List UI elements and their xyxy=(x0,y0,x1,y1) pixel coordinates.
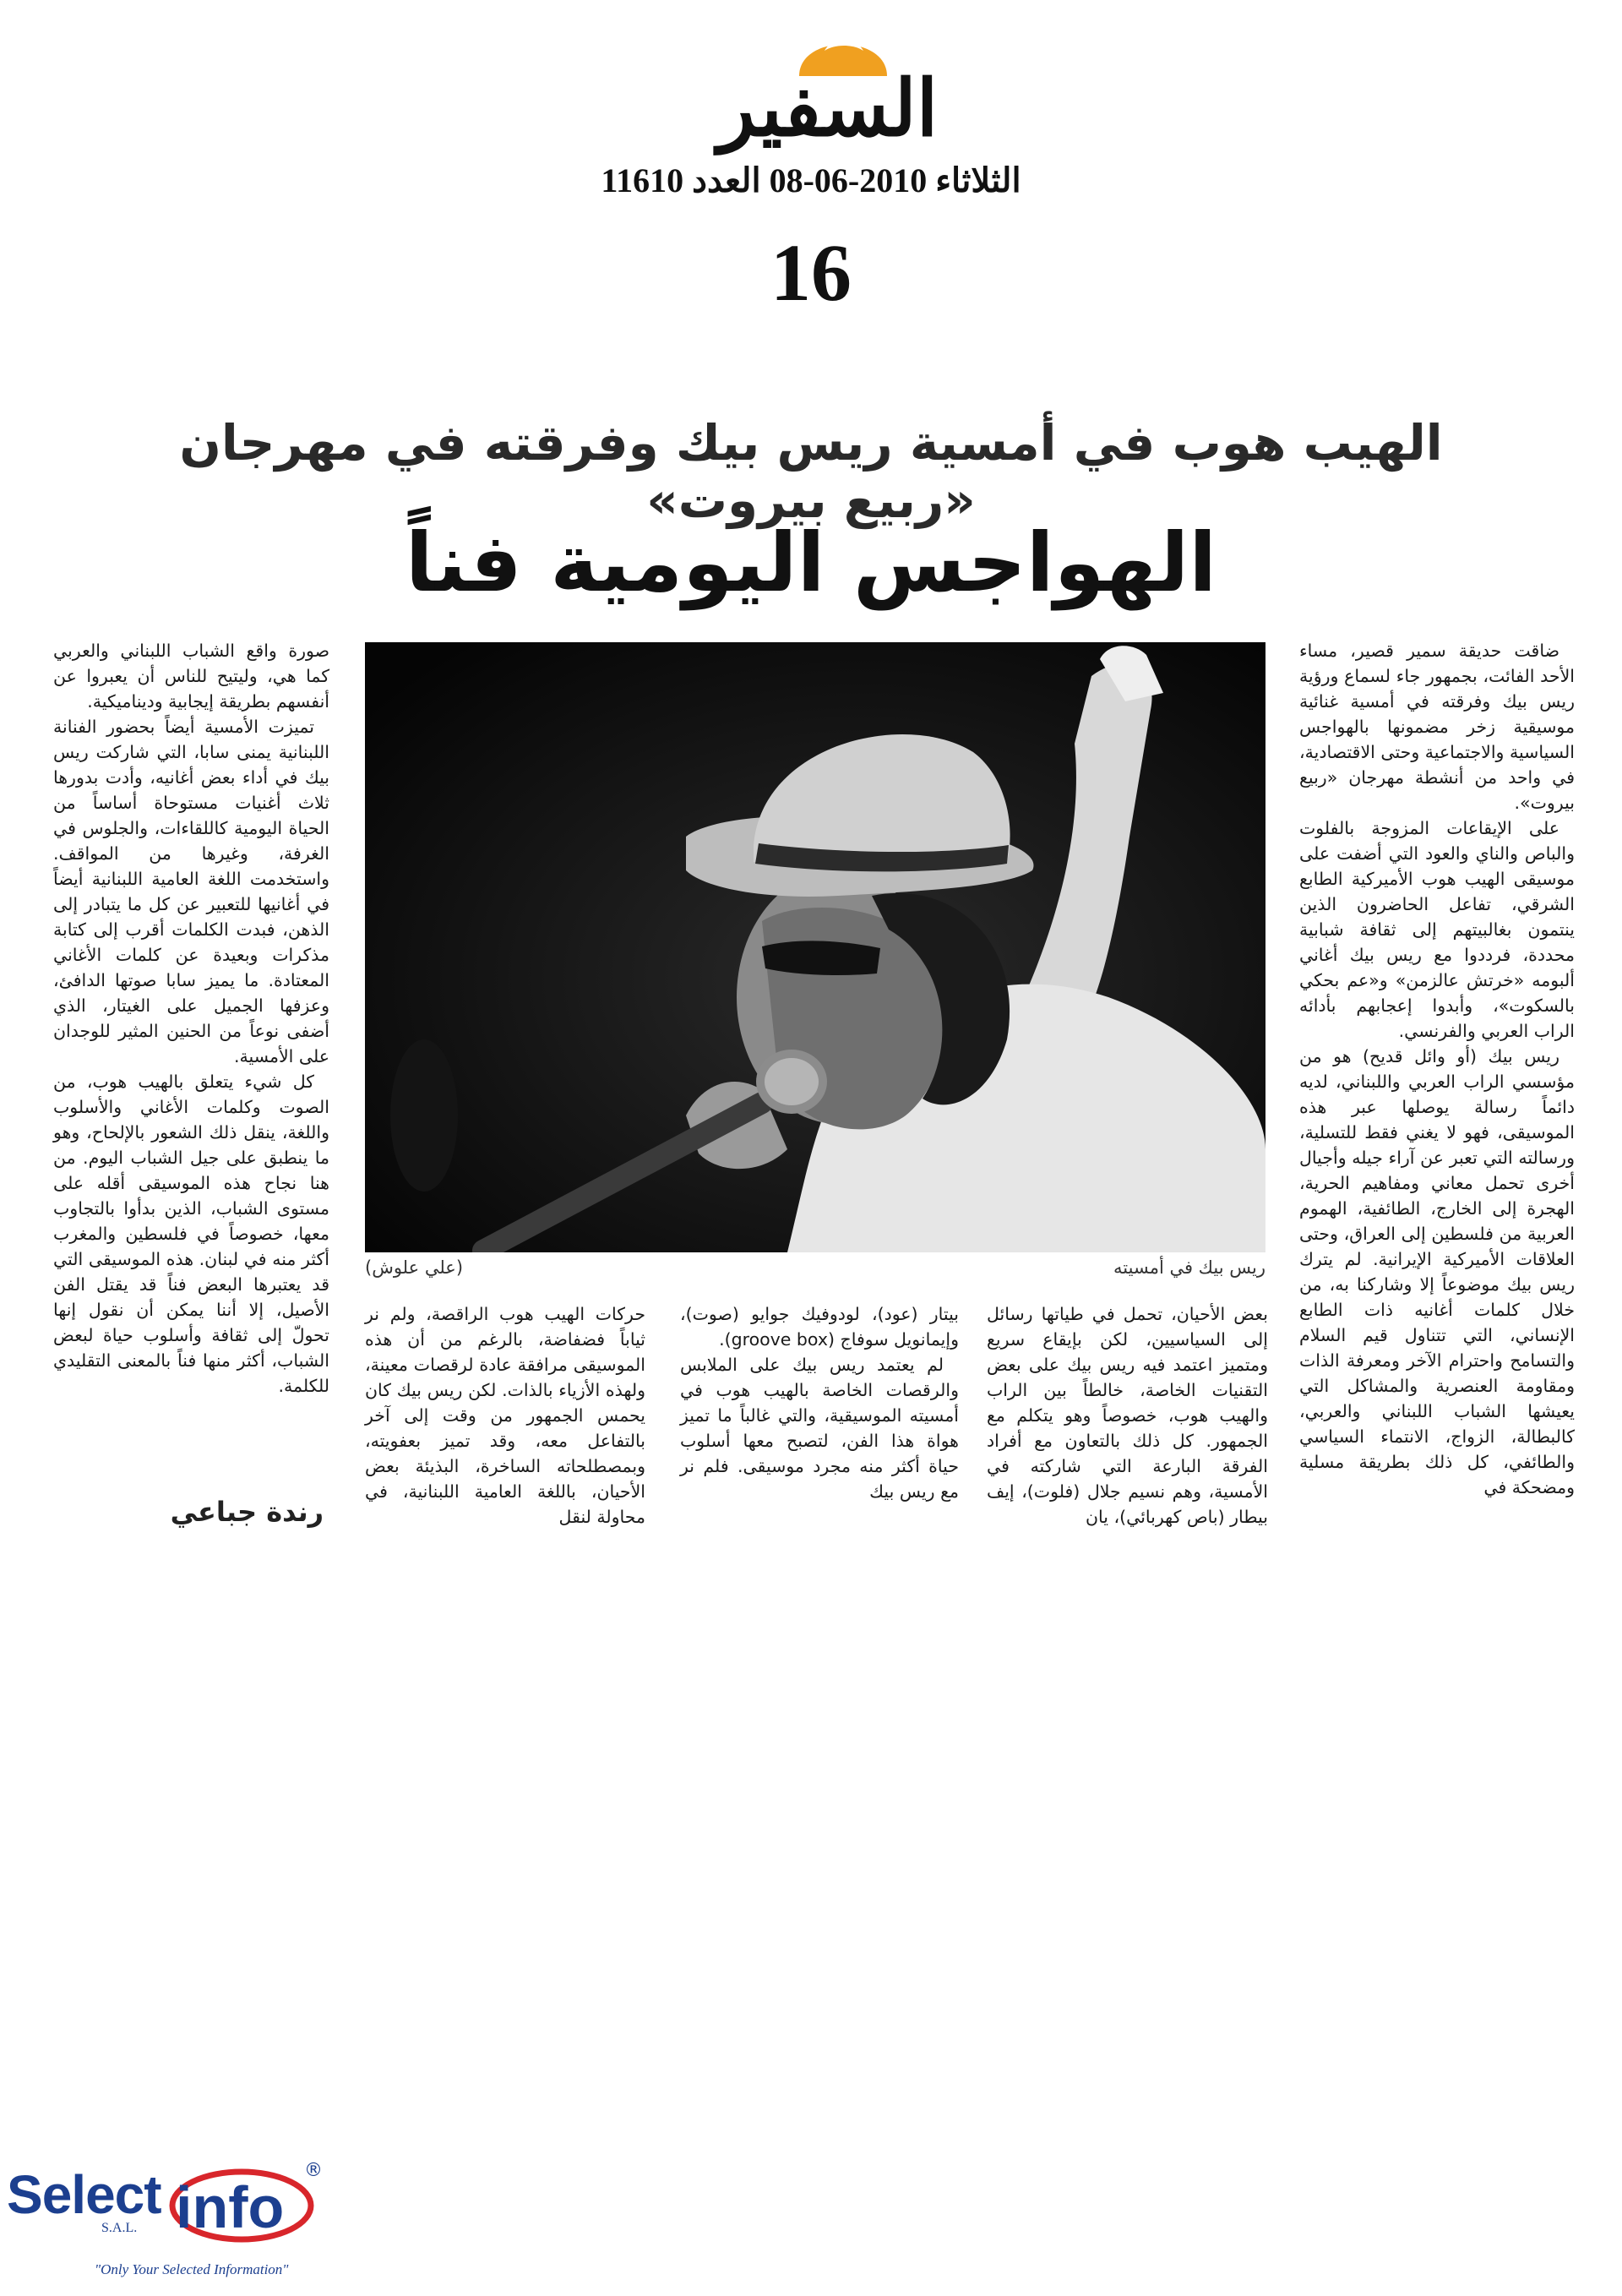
masthead xyxy=(642,17,1014,154)
brand-info-text: info xyxy=(176,2174,285,2240)
paragraph: صورة واقع الشباب اللبناني والعربي كما هي، وليتيح للناس أن يعبروا عن أنفسهم بطريقة إيجابية وديناميكية. xyxy=(53,641,329,712)
page-number: 16 xyxy=(770,227,852,318)
performer-illustration xyxy=(365,642,1265,1252)
selectinfo-logo xyxy=(7,2160,328,2290)
paragraph: ضاقت حديقة سمير قصير، مساء الأحد الفائت، بجمهور جاء لسماع ورؤية ريس بيك وفرقته في أمسية غنائية موسيقية زخر مضمونها بالهواجس السياسية والاجتماعية وحتى الاقتصادية، في واحد من أنشطة مهرجان «ربيع بيروت». xyxy=(1299,641,1575,813)
issue-number: 11610 xyxy=(601,161,684,199)
paragraph: على الإيقاعات المزوجة بالفلوت والباص والناي والعود التي أضفت على موسيقى الهيب هوب الأميركية الطابع الشرقي، تفاعل الحاضرون الذين ينتمون بغالبيتهم إلى ثقافة شبابية محددة، فرددوا مع ريس بيك أغاني ألبومه «خرتش عالزمن» و«عم بحكي بالسكوت»، وأبدوا إعجابهم بأدائه الراب العربي والفرنسي. xyxy=(1299,818,1575,1041)
registered-mark: ® xyxy=(304,2160,323,2181)
brand-sal: S.A.L. xyxy=(101,2221,138,2235)
paragraph: كل شيء يتعلق بالهيب هوب، من الصوت وكلمات الأغاني والأسلوب واللغة، ينقل ذلك الشعور بالإلحاح، وهو ما ينطبق على جيل الشباب اليوم. من هنا نجاح هذه الموسيقى أقله على مستوى الشباب، الذين بدأوا بالتجاوب معها، خصوصاً في فلسطين والمغرب أكثر منه في لبنان. هذه الموسيقى التي قد يعتبرها البعض فناً قد يقتل الفن الأصيل، إلا أننا يمكن أن نقول إنها تحولّ إلى ثقافة وأسلوب حياة لبعض الشباب، أكثر منها فناً بالمعنى التقليدي للكلمة. xyxy=(53,1072,329,1396)
article-column-4 xyxy=(365,1301,645,1546)
issue-label: العدد xyxy=(692,161,761,199)
paragraph: حركات الهيب هوب الراقصة، ولم نر ثياباً فضفاضة، بالرغم من أن هذه الموسيقى مرافقة عادة لرقصات معينة، ولهذه الأزياء بالذات. لكن ريس بيك كان يحمس الجمهور من وقت إلى آخر بالتفاعل معه، وقد تميز بعفويته، وبمصطلحاته الساخرة، البذيئة بعض الأحيان، باللغة العامية اللبنانية، في محاولة لنقل xyxy=(365,1304,645,1527)
article-photo xyxy=(365,642,1265,1252)
paragraph: تميزت الأمسية أيضاً بحضور الفنانة اللبنانية يمنى سابا، التي شاركت ريس بيك في أداء بعض أغانيه، وأدت بدورها ثلاث أغنيات مستوحاة أساساً من الحياة اليومية كاللقاءات، والجلوس في الغرفة، وغيرها من المواقف. واستخدمت اللغة العامية اللبنانية أيضاً في أغانيها للتعبير عن كل ما يتبادر إلى الذهن، فبدت الكلمات أقرب إلى كتابة مذكرات وبعيدة عن كلمات الأغاني المعتادة. ما يميز سابا صوتها الدافئ، وعزفها الجميل على الغيتار، الذي أضفى نوعاً من الحنين المثير للوجدان على الأمسية. xyxy=(53,717,329,1066)
article-column-3 xyxy=(680,1301,959,1546)
newspaper-logo: السفير xyxy=(717,63,939,154)
article-column-2 xyxy=(987,1301,1268,1546)
brand-select-text: Select xyxy=(7,2164,161,2225)
article-column-1 xyxy=(1299,638,1575,1542)
dateline xyxy=(473,161,1149,200)
article-column-5 xyxy=(53,638,329,1483)
photo-caption: ريس بيك في أمسيته xyxy=(1113,1257,1265,1278)
paragraph: بعض الأحيان، تحمل في طياتها رسائل إلى السياسيين، لكن بإيقاع سريع ومتميز اعتمد فيه ريس بيك على بعض التقنيات الخاصة، خالطاً بين الراب والهيب هوب، خصوصاً وهو يتكلم مع الجمهور. كل ذلك بالتعاون مع أفراد الفرقة البارعة التي شاركته في الأمسية، وهم نسيم جلال (فلوت)، إيف بيطار (باص كهربائي)، يان xyxy=(987,1304,1268,1527)
paragraph: بيتار (عود)، لودوفيك جوايو (صوت)، وإيمانويل سوفاج (groove box). xyxy=(680,1304,959,1350)
article-kicker: الهيب هوب في أمسية ريس بيك وفرقته في مهرجان «ربيع بيروت» xyxy=(179,414,1443,529)
paragraph: ريس بيك (أو وائل قديح) هو من مؤسسي الراب العربي واللبناني، لديه دائماً رسالة يوصلها عبر هذه الموسيقى، فهو لا يغني فقط للتسلية، ورسالته التي تعبر عن آراء جيله وأجيال أخرى تحمل معاني ومفاهيم الحرية، الهجرة إلى الخارج، الطائفية، الهموم العربية من فلسطين إلى العراق، وحتى العلاقات الأميركية الإيرانية. لم يترك ريس بيك موضوعاً إلا وشاركنا به، من خلال كلمات أغانيه ذات الطابع الإنساني، التي تتناول قيم السلام والتسامح واحترام الآخر ومعرفة الذات ومقاومة العنصرية والمشاكل التي يعيشها الشباب اللبناني والعربي، كالبطالة، الزواج، الانتماء السياسي والطائفي، كل ذلك بطريقة مسلية ومضحكة في xyxy=(1299,1046,1575,1497)
date: 2010-06-08 xyxy=(769,161,928,199)
article-headline: الهواجس اليومية فناً xyxy=(405,515,1217,610)
photo-credit: (علي علوش) xyxy=(365,1257,464,1278)
byline: رندة جباعي xyxy=(170,1496,324,1528)
paragraph: لم يعتمد ريس بيك على الملابس والرقصات الخاصة بالهيب هوب في أمسيته الموسيقية، والتي غالباً ما تميز هواة هذا الفن، لتصبح معها أسلوب حياة أكثر منه مجرد موسيقى. فلم نر مع ريس بيك xyxy=(680,1355,959,1502)
brand-tagline: "Only Your Selected Information" xyxy=(95,2261,289,2277)
day: الثلاثاء xyxy=(935,161,1021,199)
